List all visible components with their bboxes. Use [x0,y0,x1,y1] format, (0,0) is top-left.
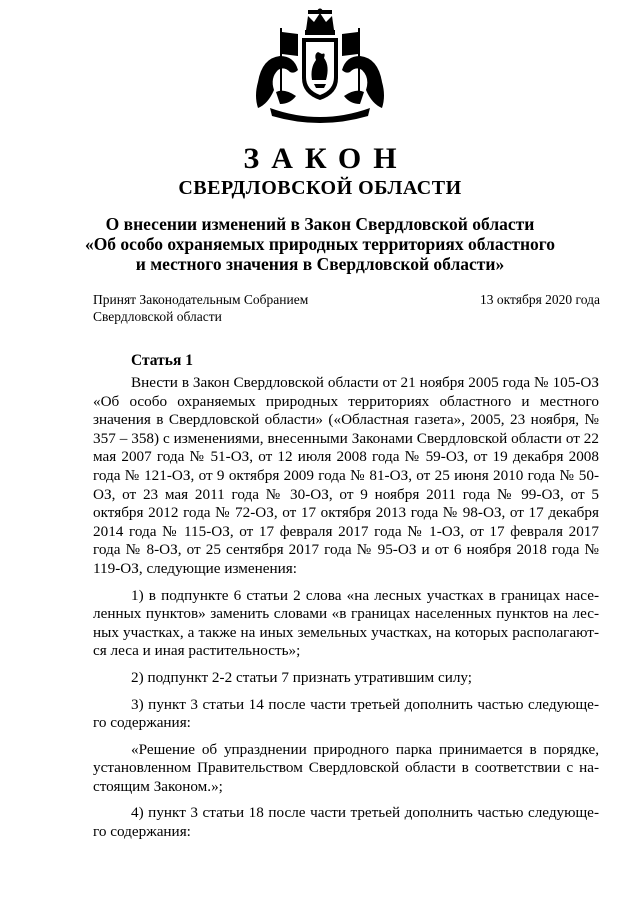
adoption-date: 13 октября 2020 года [480,292,600,307]
subject-line: О внесении изменений в Закон Свердловской области [105,214,535,234]
law-title: ЗАКОН [243,142,409,175]
article-paragraph: 4) пункт 3 статьи 18 после части третьей дополнить частью следующего содержания: [93,804,599,841]
region-title: СВЕРДЛОВСКОЙ ОБЛАСТИ [178,177,462,199]
subject-line: «Об особо охраняемых природных территориях областного [84,234,556,254]
article-paragraph: Внести в Закон Свердловской области от 21 ноября 2005 года № 105-ОЗ «Об особо охраняемых природных территориях областного и местного значения в Свердловской области» («Областная газета», 2005, 23 ноября, № 357 – 358) с изменениями, внесенными Законами Свердловской области от 22 мая 2007 года № 51-ОЗ, от 12 июля 2008 года № 59-ОЗ, от 19 декабря 2008 года № 121-ОЗ, от 9 октября 2009 года № 81-ОЗ, от 25 июня 2010 года № 50-ОЗ, от 23 мая 2011 года № 30-ОЗ, от 9 ноября 2011 года № 99-ОЗ, от 5 октября 2012 года № 72-ОЗ, от 17 октября 2013 года № 98-ОЗ, от 17 декабря 2014 года № 115-ОЗ, от 17 февраля 2017 года № 1-ОЗ, от 17 февраля 2017 года № 8-ОЗ, от 25 сентября 2017 года № 95-ОЗ и от 6 ноября 2018 года № 119-ОЗ, следующие изменения: [93,374,599,577]
adoption-statement [93,291,308,325]
subject-line: и местного значения в Свердловской области» [135,254,505,274]
article-paragraph: 1) в подпункте 6 статьи 2 слова «на лесных участках в границах населенных пунктов» заменить словами «в границах населенных пунктов на лесных участках, а также на иных земельных участках, на которых располагаются леса и иная растительность»; [93,586,599,660]
law-subject [80,214,560,274]
sverdlovsk-coat-of-arms-icon [250,8,390,126]
adoption-line: Принят Законодательным Собранием [93,292,309,307]
article-body [93,374,599,850]
article-paragraph: 2) подпункт 2-2 статьи 7 признать утратившим силу; [131,668,473,686]
article-paragraph: «Решение об упразднении природного парка принимается в порядке, установленном Правительством Свердловской области в соответствии с настоящим Законом.»; [93,740,599,795]
adoption-line: Свердловской области [93,309,222,324]
article-paragraph: 3) пункт 3 статьи 14 после части третьей дополнить частью следующего содержания: [93,695,599,732]
article-heading: Статья 1 [131,352,193,369]
